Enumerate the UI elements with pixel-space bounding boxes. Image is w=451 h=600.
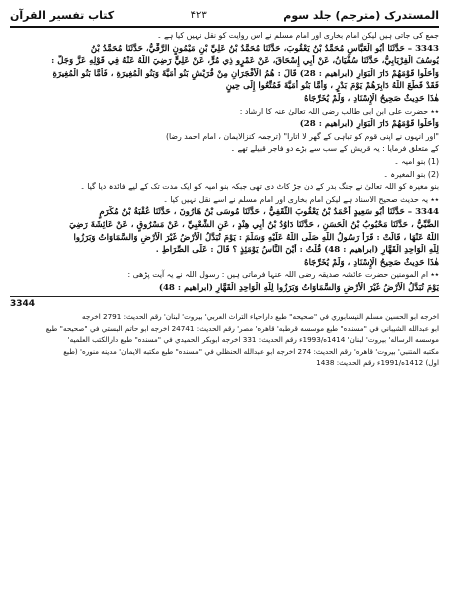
arabic-text-line: 3343 – حَدَّثَنَا أَبُو الْعَبَّاسِ مُحَمَّدُ بْنُ يَعْقُوبَ، حَدَّثَنَا مُحَمَّدُ بْنُ عَلِيِّ بْنِ مَيْمُونٍ الرَّقِّيُّ، حَدَّثَنَا مُحَمَّدُ بْنُ (90, 43, 439, 54)
arabic-text-line: هٰذَا حَدِيثٌ صَحِيحُ الْإِسْنَادِ ، وَلَمْ يُخَرِّجَاهُ (304, 257, 439, 268)
arabic-text-line: الضَّبِّيُّ ، حَدَّثَنَا مَحْبُوبُ بْنُ الْحَسَنِ ، حَدَّثَنَا دَاوُدُ بْنُ أَبِي هِنْدٍ ، عَنِ الشَّعْبِيِّ ، عَنْ مَسْرُوقٍ ، عَنْ عَائِشَةَ رَضِيَ (69, 219, 439, 230)
footnote-line: مكتبه المتنبي' بيروت' قاهره' رقم الحديث: 274 اخرجه ابو عبدالله الحنظلي في "مسنده" طبع مكتبه الايمان' مدينه منوره' (طبع (63, 346, 439, 356)
header-rule (10, 26, 439, 28)
arabic-text-line: يُوسُفَ الْفِرْيَابِيُّ، حَدَّثَنَا سُفْيَانُ، عَنْ أَبِي إِسْحَاقَ، عَنْ عَمْرٍو ذِي مُرٍّ، عَنْ عَلِيٍّ رَضِيَ اللَّهُ عَنْهُ فِي قَوْلِهِ عَزَّ وَجَلَّ : (51, 56, 439, 67)
footnote-rule (10, 296, 439, 297)
urdu-text-line: (1) بنو امیہ ۔ (394, 156, 439, 166)
urdu-text-line: بنو مغیرہ کو اللہ تعالیٰ نے جنگ بدر کے دن جڑ کاٹ دی تھی جبکہ بنو امیہ کو ایک مدت تک کے لیے فائدہ دیا گیا ۔ (80, 182, 439, 192)
footnote-line: موسسه الرساله' بيروت' لبنان' 1414ه/1993ء رقم الحديث: 331 اخرجه ابوبكر الحميدي في "مسنده" طبع دارالكتب العلميه' (67, 335, 439, 345)
arabic-text-line: وَأَحَلُّوا قَوْمَهُمْ دَارَ الْبَوَارِ (ابراهيم : 28) قَالَ : هُمُ الْأَفْجَرَانِ مِنْ قُرَيْشٍ بَنُو أُمَيَّةَ وَبَنُو الْمُغِيرَةِ ، فَأَمَّا بَنُو الْمُغِيرَةِ (52, 68, 439, 79)
footnote-text (10, 311, 439, 368)
arabic-text-line: يَوْمَ تُبَدَّلُ الْأَرْضُ غَيْرَ الْأَرْضِ وَالسَّمَاوَاتُ وَبَرَزُوا لِلَّهِ الْوَاحِدِ الْقَهَّارِ (ابراهيم : 48) (158, 282, 439, 293)
urdu-text-line: ٭٭ یہ حدیث صحیح الاسناد ہے لیکن امام بخاری اور امام مسلم نے اسے نقل نہیں کیا ۔ (163, 194, 439, 204)
footnote-line: اخرجه ابو الحسين مسلم النيسابوري في "صحيحه" طبع داراحياء التراث العربي' بيروت' لبنان' رقم الحديث: 2791 اخرجه (82, 312, 439, 322)
arabic-text-line: وَأَحَلُّوا قَوْمَهُمْ دَارَ الْبَوَارِ (ابراهيم : 28) (299, 119, 439, 130)
arabic-text-line: فَقَدْ قَطَعَ اللَّهُ دَابِرَهُمْ يَوْمَ بَدْرٍ ، وَأَمَّا بَنُو أُمَيَّةَ فَمُتِّعُوا إِلَى حِينٍ (225, 81, 439, 92)
arabic-text-line: لِلَّهِ الْوَاحِدِ الْقَهَّارِ (ابراهيم : 48) قُلْتُ : أَيْنَ النَّاسُ يَوْمَئِذٍ ؟ قَالَ : عَلَى الصِّرَاطِ . (155, 245, 439, 256)
arabic-text-line: اللَّهُ عَنْهَا ، قَالَتْ : قَرَأَ رَسُولُ اللَّهِ صَلَّى اللَّهُ عَلَيْهِ وَسَلَّمَ : يَوْمَ تُبَدَّلُ الْأَرْضُ غَيْرَ الْأَرْضِ وَالسَّمَاوَاتُ وَبَرَزُوا (73, 232, 439, 243)
page-number: ۴۲۳ (190, 9, 207, 21)
chapter-title: کتاب تفسیر القرآن (10, 8, 115, 22)
urdu-text-line: ٭٭ ام المومنین حضرت عائشہ صدیقہ رضی اللہ عنہا فرماتی ہیں : رسول اللہ نے یہ آیت پڑھی : (127, 270, 439, 280)
footnote-line: ابو عبدالله الشيباني في "مسنده" طبع موسسه قرطبه' قاهره' مصر' رقم الحديث: 24741 اخرجه ابو حاتم البستي في "صحيحه" طبع (45, 323, 439, 333)
footnote-line: اول) 1412ه/1991ء رقم الحديث: 1438 (316, 358, 439, 368)
urdu-text-line: (2) بنو المغیرہ ۔ (383, 169, 439, 179)
urdu-text-line: ٭٭ حضرت علی ابن ابی طالب رضی اللہ تعالیٰ عنہ کا ارشاد : (239, 106, 439, 116)
book-title: المستدرک (مترجم) جلد سوم (283, 8, 439, 22)
arabic-text-line: هٰذَا حَدِيثٌ صَحِيحُ الْإِسْنَادِ ، وَلَمْ يُخَرِّجَاهُ (304, 93, 439, 104)
urdu-text-line: کے متعلق فرمایا : یہ قریش کے سب سے بڑے دو فاجر قبیلے تھے ۔ (230, 144, 439, 154)
urdu-text-line: جمع کی جاتی ہیں لیکن امام بخاری اور امام مسلم نے اس روایت کو نقل نہیں کیا ہے ۔ (156, 31, 439, 40)
body-text (10, 30, 439, 294)
urdu-text-line: "اور انہوں نے اپنی قوم کو تباہی کے گھر لا اتارا" (ترجمہ کنزالایمان ، امام احمد رضا) (166, 131, 439, 141)
page-header (10, 6, 439, 24)
footnote-number: 3344 (10, 299, 36, 310)
arabic-text-line: 3344 – حَدَّثَنَا أَبُو سَعِيدٍ أَحْمَدُ بْنُ يَعْقُوبَ الثَّقَفِيُّ ، حَدَّثَنَا مُوسَى بْنُ هَارُونَ ، حَدَّثَنَا عُقْبَةُ بْنُ مُكْرَمٍ (99, 207, 439, 218)
